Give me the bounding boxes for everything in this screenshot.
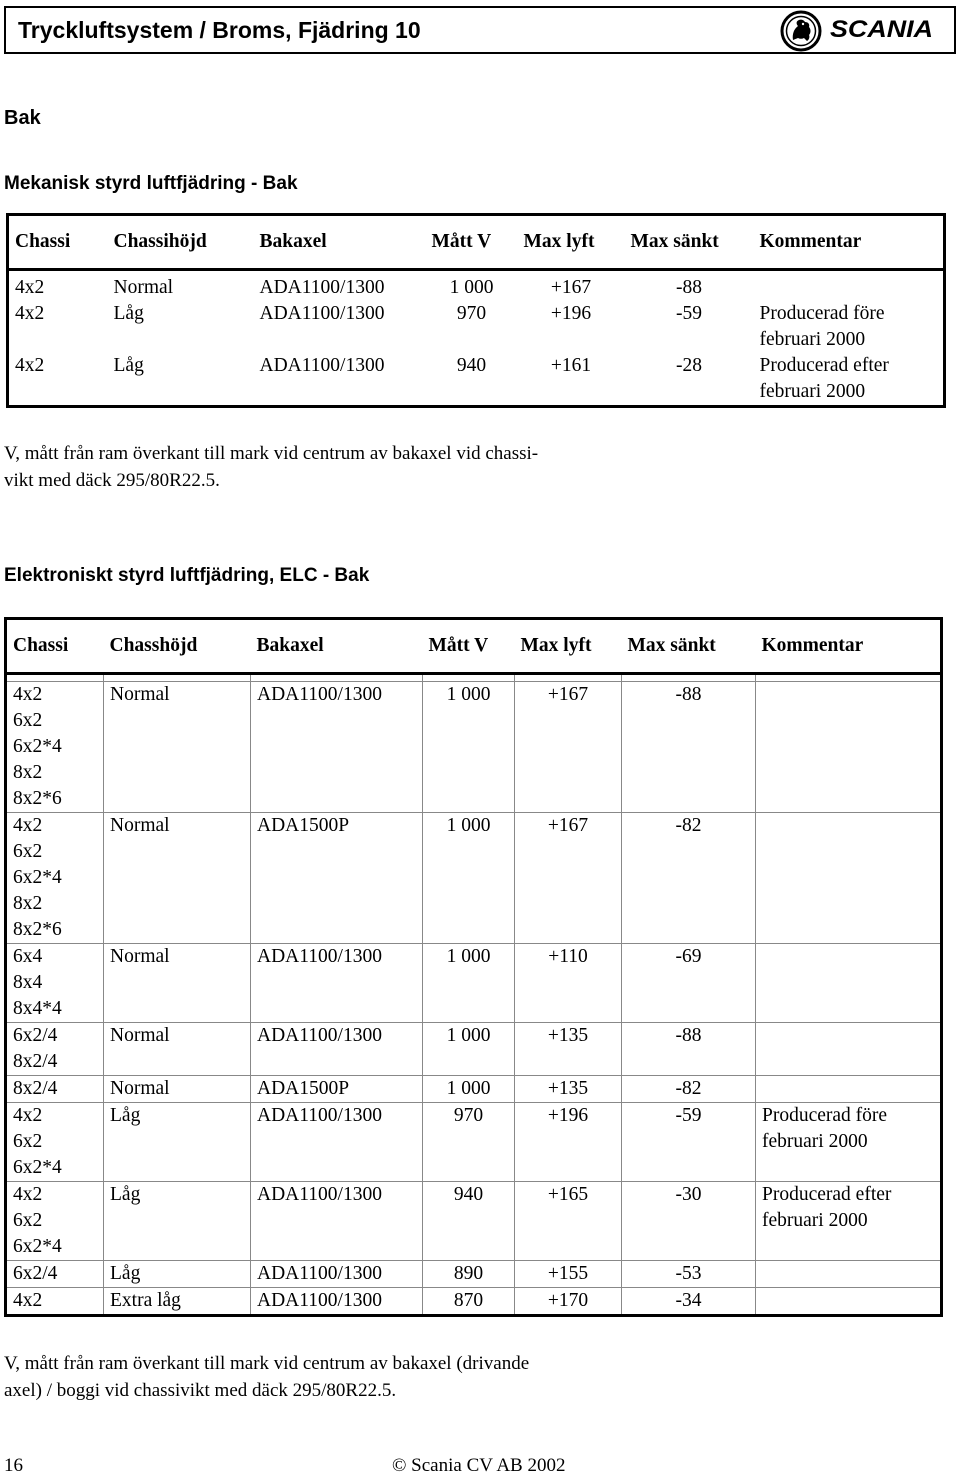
chassi-variant: 8x2 bbox=[13, 762, 43, 783]
cell-max-sankt: -28 bbox=[676, 355, 702, 376]
cell-chassi bbox=[6, 813, 104, 944]
cell-matt-v: 870 bbox=[423, 1288, 515, 1316]
cell-matt-v: 1 000 bbox=[423, 1023, 515, 1076]
cell-kommentar bbox=[756, 944, 942, 1023]
chassi-variant: 8x4*4 bbox=[13, 998, 62, 1019]
table-row bbox=[6, 813, 942, 944]
table-row bbox=[8, 301, 945, 353]
cell-axel: ADA1100/1300 bbox=[251, 1182, 423, 1261]
page-number: 16 bbox=[4, 1455, 23, 1476]
mech-table-title: Mekanisk styrd luftfjädring - Bak bbox=[4, 173, 298, 194]
cell-max-lyft: +167 bbox=[515, 682, 622, 813]
cell-max-sankt: -59 bbox=[676, 303, 702, 324]
chassi-variant: 6x2 bbox=[13, 841, 43, 862]
section-title: Bak bbox=[4, 107, 41, 129]
table-row bbox=[6, 1023, 942, 1076]
chassi-variant: 6x2/4 bbox=[13, 1025, 58, 1046]
cell-matt-v: 1 000 bbox=[423, 813, 515, 944]
elc-table-footnote bbox=[4, 1350, 529, 1404]
cell-matt-v: 940 bbox=[456, 355, 487, 376]
mech-air-suspension-table bbox=[6, 213, 946, 408]
column-header: Kommentar bbox=[754, 215, 945, 270]
chassi-variant: 8x4 bbox=[13, 972, 43, 993]
cell-kommentar bbox=[756, 1076, 942, 1103]
elc-table-title: Elektroniskt styrd luftfjädring, ELC - Bak bbox=[4, 565, 370, 586]
cell-kommentar bbox=[756, 813, 942, 944]
cell-max-lyft: +161 bbox=[550, 355, 592, 376]
chassi-variant: 4x2 bbox=[13, 815, 43, 836]
cell-hojd: Låg bbox=[113, 355, 144, 376]
cell-chassi bbox=[6, 944, 104, 1023]
page-title: Tryckluftsystem / Broms, Fjädring 10 bbox=[18, 17, 421, 43]
table-row bbox=[6, 1103, 942, 1182]
cell-matt-v: 890 bbox=[423, 1261, 515, 1288]
table-header-row bbox=[6, 619, 942, 674]
page-header bbox=[4, 6, 956, 54]
cell-chassi: 4x2 bbox=[15, 277, 45, 298]
elc-air-suspension-table bbox=[4, 617, 943, 1317]
chassi-variant: 6x2 bbox=[13, 1210, 43, 1231]
column-header: Kommentar bbox=[756, 619, 942, 674]
cell-matt-v: 1 000 bbox=[449, 277, 494, 298]
cell-axel: ADA1100/1300 bbox=[251, 1103, 423, 1182]
cell-matt-v: 1 000 bbox=[423, 1076, 515, 1103]
column-header: Chassi bbox=[8, 215, 108, 270]
cell-axel: ADA1500P bbox=[251, 813, 423, 944]
mech-table-footnote bbox=[4, 440, 538, 494]
cell-chassi bbox=[6, 1076, 104, 1103]
cell-matt-v: 1 000 bbox=[423, 944, 515, 1023]
cell-hojd: Extra låg bbox=[104, 1288, 251, 1316]
column-header: Max sänkt bbox=[625, 215, 754, 270]
cell-max-sankt: -30 bbox=[622, 1182, 756, 1261]
chassi-variant: 8x2 bbox=[13, 893, 43, 914]
chassi-variant: 6x4 bbox=[13, 946, 43, 967]
cell-max-lyft: +165 bbox=[515, 1182, 622, 1261]
cell-hojd: Låg bbox=[104, 1103, 251, 1182]
cell-hojd: Låg bbox=[104, 1182, 251, 1261]
table-row bbox=[6, 1182, 942, 1261]
column-header: Chassi bbox=[6, 619, 104, 674]
cell-hojd: Normal bbox=[104, 813, 251, 944]
table-header-row bbox=[8, 215, 945, 270]
column-header: Max lyft bbox=[518, 215, 625, 270]
elc-table-body bbox=[6, 682, 942, 1316]
chassi-variant: 6x2*4 bbox=[13, 867, 62, 888]
chassi-variant: 8x2/4 bbox=[13, 1051, 58, 1072]
cell-kommentar bbox=[756, 1261, 942, 1288]
table-row bbox=[6, 1288, 942, 1316]
cell-max-lyft: +135 bbox=[515, 1076, 622, 1103]
footnote-line: V, mått från ram överkant till mark vid centrum av bakaxel vid chassi- bbox=[4, 443, 539, 464]
cell-chassi bbox=[6, 1288, 104, 1316]
cell-chassi bbox=[6, 1023, 104, 1076]
cell-max-sankt: -88 bbox=[676, 277, 702, 298]
chassi-variant: 6x2/4 bbox=[13, 1263, 58, 1284]
cell-kommentar: Producerad före februari 2000 bbox=[759, 303, 885, 350]
cell-axel: ADA1500P bbox=[251, 1076, 423, 1103]
cell-axel: ADA1100/1300 bbox=[251, 1023, 423, 1076]
cell-max-lyft: +170 bbox=[515, 1288, 622, 1316]
cell-kommentar: Producerad efter februari 2000 bbox=[759, 355, 889, 402]
column-header: Chasshöjd bbox=[104, 619, 251, 674]
cell-kommentar bbox=[756, 682, 942, 813]
column-header: Bakaxel bbox=[254, 215, 426, 270]
table-row bbox=[8, 270, 945, 302]
cell-axel: ADA1100/1300 bbox=[259, 277, 385, 298]
chassi-variant: 8x2*6 bbox=[13, 919, 62, 940]
scania-griffin-logo-icon bbox=[780, 10, 822, 52]
cell-max-sankt: -53 bbox=[622, 1261, 756, 1288]
cell-axel: ADA1100/1300 bbox=[251, 1261, 423, 1288]
footnote-line: vikt med däck 295/80R22.5. bbox=[4, 470, 220, 491]
cell-chassi: 4x2 bbox=[15, 355, 45, 376]
table-row bbox=[6, 1261, 942, 1288]
cell-kommentar: Producerad före februari 2000 bbox=[756, 1103, 942, 1182]
cell-hojd: Låg bbox=[104, 1261, 251, 1288]
cell-chassi: 4x2 bbox=[15, 303, 45, 324]
cell-max-lyft: +196 bbox=[515, 1103, 622, 1182]
cell-max-lyft: +167 bbox=[515, 813, 622, 944]
cell-kommentar bbox=[754, 270, 945, 302]
header-spacer bbox=[6, 674, 942, 682]
cell-kommentar bbox=[756, 1023, 942, 1076]
chassi-variant: 4x2 bbox=[13, 1290, 43, 1311]
cell-axel: ADA1100/1300 bbox=[251, 1288, 423, 1316]
chassi-variant: 4x2 bbox=[13, 1105, 43, 1126]
column-header: Chassihöjd bbox=[108, 215, 254, 270]
cell-matt-v: 940 bbox=[423, 1182, 515, 1261]
cell-max-sankt: -34 bbox=[622, 1288, 756, 1316]
chassi-variant: 6x2 bbox=[13, 710, 43, 731]
column-header: Mått V bbox=[423, 619, 515, 674]
chassi-variant: 4x2 bbox=[13, 684, 43, 705]
cell-hojd: Normal bbox=[113, 277, 174, 298]
cell-max-sankt: -59 bbox=[622, 1103, 756, 1182]
footnote-line: V, mått från ram överkant till mark vid centrum av bakaxel (drivande bbox=[4, 1353, 530, 1374]
chassi-variant: 8x2*6 bbox=[13, 788, 62, 809]
cell-hojd: Normal bbox=[104, 944, 251, 1023]
cell-max-sankt: -88 bbox=[622, 1023, 756, 1076]
cell-max-sankt: -82 bbox=[622, 1076, 756, 1103]
cell-max-lyft: +196 bbox=[550, 303, 592, 324]
chassi-variant: 6x2 bbox=[13, 1131, 43, 1152]
chassi-variant: 6x2*4 bbox=[13, 1157, 62, 1178]
cell-max-lyft: +110 bbox=[515, 944, 622, 1023]
cell-chassi bbox=[6, 682, 104, 813]
cell-max-lyft: +135 bbox=[515, 1023, 622, 1076]
cell-hojd: Normal bbox=[104, 1076, 251, 1103]
cell-max-sankt: -82 bbox=[622, 813, 756, 944]
scania-brand-text: SCANIA bbox=[830, 16, 934, 43]
cell-hojd: Normal bbox=[104, 682, 251, 813]
cell-kommentar: Producerad efter februari 2000 bbox=[756, 1182, 942, 1261]
cell-axel: ADA1100/1300 bbox=[259, 355, 385, 376]
cell-max-sankt: -88 bbox=[622, 682, 756, 813]
table-row bbox=[6, 1076, 942, 1103]
chassi-variant: 6x2*4 bbox=[13, 736, 62, 757]
column-header: Bakaxel bbox=[251, 619, 423, 674]
table-row bbox=[6, 944, 942, 1023]
chassi-variant: 6x2*4 bbox=[13, 1236, 62, 1257]
cell-matt-v: 970 bbox=[423, 1103, 515, 1182]
footnote-line: axel) / boggi vid chassivikt med däck 295/80R22.5. bbox=[4, 1380, 397, 1401]
table-row bbox=[6, 682, 942, 813]
cell-max-sankt: -69 bbox=[622, 944, 756, 1023]
chassi-variant: 4x2 bbox=[13, 1184, 43, 1205]
column-header: Max lyft bbox=[515, 619, 622, 674]
cell-axel: ADA1100/1300 bbox=[259, 303, 385, 324]
column-header: Max sänkt bbox=[622, 619, 756, 674]
cell-axel: ADA1100/1300 bbox=[251, 682, 423, 813]
cell-chassi bbox=[6, 1103, 104, 1182]
chassi-variant: 8x2/4 bbox=[13, 1078, 58, 1099]
cell-hojd: Normal bbox=[104, 1023, 251, 1076]
cell-max-lyft: +167 bbox=[550, 277, 592, 298]
cell-matt-v: 970 bbox=[456, 303, 487, 324]
column-header: Mått V bbox=[426, 215, 518, 270]
cell-chassi bbox=[6, 1182, 104, 1261]
cell-kommentar bbox=[756, 1288, 942, 1316]
cell-hojd: Låg bbox=[113, 303, 144, 324]
cell-matt-v: 1 000 bbox=[423, 682, 515, 813]
cell-max-lyft: +155 bbox=[515, 1261, 622, 1288]
cell-chassi bbox=[6, 1261, 104, 1288]
cell-axel: ADA1100/1300 bbox=[251, 944, 423, 1023]
copyright: © Scania CV AB 2002 bbox=[392, 1455, 566, 1476]
table-row bbox=[8, 353, 945, 407]
